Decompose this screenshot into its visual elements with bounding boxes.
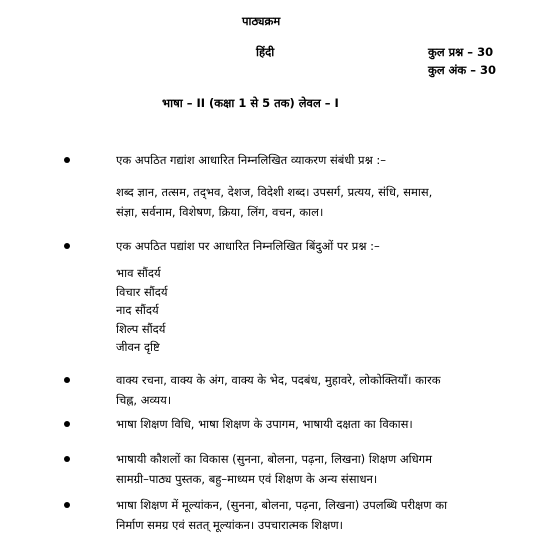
list-item — [116, 150, 532, 170]
item-line: शब्द ज्ञान, तत्सम, तद्‌भव, देशज, विदेशी शब्द। उपसर्ग, प्रत्यय, संधि, समास, — [116, 185, 433, 199]
section-heading: भाषा – II (कक्षा 1 से 5 तक) लेवल – I — [162, 96, 339, 110]
list-item-body — [116, 264, 532, 357]
item-line: वाक्य रचना, वाक्य के अंग, वाक्य के भेद, पदबंध, मुहावरे, लोकोक्तियाँ। कारक — [116, 373, 441, 387]
item-line: चिह्न, अव्यय। — [116, 393, 172, 407]
item-intro: एक अपठित पद्यांश पर आधारित निम्नलिखित बिंदुओं पर प्रश्न :– — [116, 239, 380, 253]
item-line: नाद सौंदर्य — [116, 303, 159, 317]
bullet — [64, 377, 70, 383]
total-questions: कुल प्रश्न – 30 — [428, 45, 494, 59]
item-line: भाव सौंदर्य — [116, 266, 161, 280]
bullet — [64, 502, 70, 508]
total-marks: कुल अंक – 30 — [428, 63, 497, 77]
list-item — [116, 449, 532, 489]
list-item — [116, 236, 532, 256]
list-item — [116, 414, 532, 434]
item-line: संज्ञा, सर्वनाम, विशेषण, क्रिया, लिंग, वचन, काल। — [116, 205, 324, 219]
bullet — [64, 157, 70, 163]
item-line: विचार सौंदर्य — [116, 284, 168, 299]
page-title: पाठ्यक्रम — [242, 14, 281, 28]
list-item — [116, 370, 532, 410]
item-line: निर्माण समग्र एवं सतत्‌ मूल्यांकन। उपचारात्मक शिक्षण। — [116, 518, 344, 532]
list-item-body — [116, 182, 532, 222]
item-intro: एक अपठित गद्यांश आधारित निम्नलिखित व्याकरण संबंधी प्रश्न :– — [116, 153, 386, 167]
list-item — [116, 495, 532, 535]
item-line: सामग्री–पाठ्य पुस्तक, बहु–माध्यम एवं शिक्षण के अन्य संसाधन। — [116, 472, 378, 486]
subject-name: हिंदी — [256, 45, 275, 59]
item-line: शिल्प सौंदर्य — [116, 321, 166, 336]
bullet — [64, 421, 70, 427]
item-line: भाषा शिक्षण में मूल्यांकन, (सुनना, बोलना, पढ़ना, लिखना) उपलब्धि परीक्षण का — [116, 498, 448, 512]
item-line: भाषायी कौशलों का विकास (सुनना, बोलना, पढ़ना, लिखना) शिक्षण अधिगम — [116, 452, 433, 466]
item-line: जीवन दृष्टि — [116, 340, 160, 354]
bullet — [64, 243, 70, 249]
item-line: भाषा शिक्षण विधि, भाषा शिक्षण के उपागम, भाषायी दक्षता का विकास। — [116, 417, 413, 431]
bullet — [64, 456, 70, 462]
